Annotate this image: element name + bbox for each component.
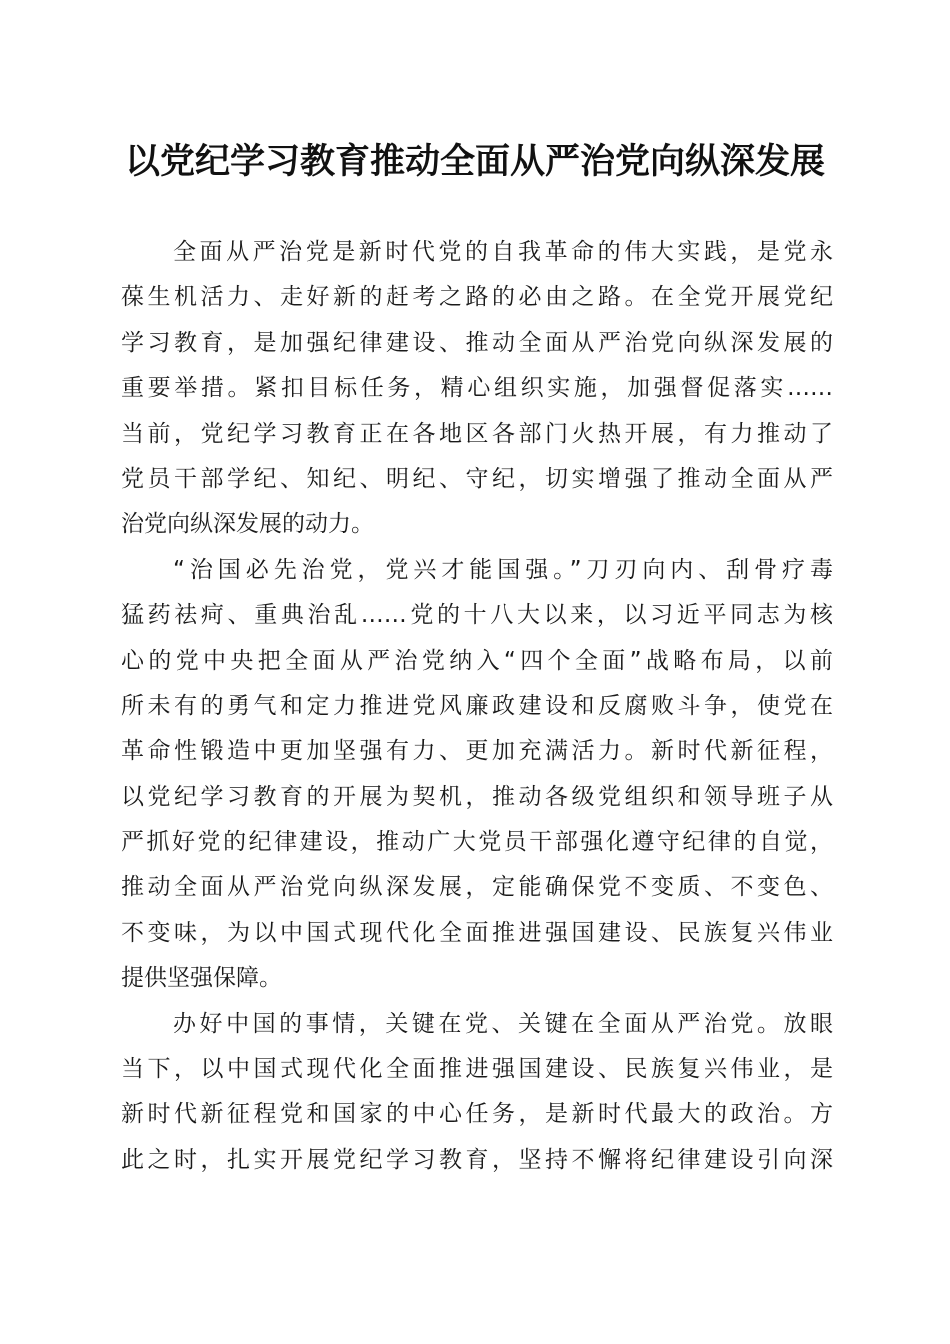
paragraph-line: 当下，以中国式现代化全面推进强国建设、民族复兴伟业，是 (121, 1056, 833, 1083)
document-title: 以党纪学习教育推动全面从严治党向纵深发展 (124, 141, 825, 182)
paragraph-line: 提供坚强保障。 (121, 965, 282, 992)
paragraph-line: 党员干部学纪、知纪、明纪、守纪，切实增强了推动全面从严 (121, 465, 833, 492)
paragraph-line: “治国必先治党，党兴才能国强。”刀刃向内、刮骨疗毒 (173, 556, 833, 583)
paragraph-line: 全面从严治党是新时代党的自我革命的伟大实践，是党永 (173, 239, 833, 265)
paragraph-line: 办好中国的事情，关键在党、关键在全面从严治党。放眼 (173, 1010, 833, 1037)
paragraph-line: 猛药祛疴、重典治乱……党的十八大以来，以习近平同志为核 (121, 602, 833, 629)
paragraph-1 (121, 230, 833, 548)
paragraph-line: 不变味，为以中国式现代化全面推进强国建设、民族复兴伟业 (121, 919, 833, 946)
document-body (121, 230, 833, 1183)
paragraph-2 (121, 548, 833, 1002)
paragraph-line: 学习教育，是加强纪律建设、推动全面从严治党向纵深发展的 (121, 329, 833, 356)
paragraph-line: 革命性锻造中更加坚强有力、更加充满活力。新时代新征程， (121, 738, 833, 765)
paragraph-line: 葆生机活力、走好新的赶考之路的必由之路。在全党开展党纪 (121, 284, 833, 311)
paragraph-line: 严抓好党的纪律建设，推动广大党员干部强化遵守纪律的自觉， (121, 829, 833, 856)
paragraph-line: 此之时，扎实开展党纪学习教育，坚持不懈将纪律建设引向深 (121, 1146, 833, 1173)
paragraph-line: 以党纪学习教育的开展为契机，推动各级党组织和领导班子从 (121, 783, 833, 810)
paragraph-3 (121, 1002, 833, 1184)
paragraph-line: 推动全面从严治党向纵深发展，定能确保党不变质、不变色、 (121, 874, 833, 901)
paragraph-line: 心的党中央把全面从严治党纳入“四个全面”战略布局，以前 (121, 647, 833, 674)
paragraph-line: 重要举措。紧扣目标任务，精心组织实施，加强督促落实…… (121, 375, 833, 402)
paragraph-line: 当前，党纪学习教育正在各地区各部门火热开展，有力推动了 (121, 420, 833, 447)
paragraph-line: 新时代新征程党和国家的中心任务，是新时代最大的政治。方 (121, 1101, 833, 1128)
paragraph-line: 所未有的勇气和定力推进党风廉政建设和反腐败斗争，使党在 (121, 692, 833, 719)
paragraph-line: 治党向纵深发展的动力。 (121, 511, 374, 538)
